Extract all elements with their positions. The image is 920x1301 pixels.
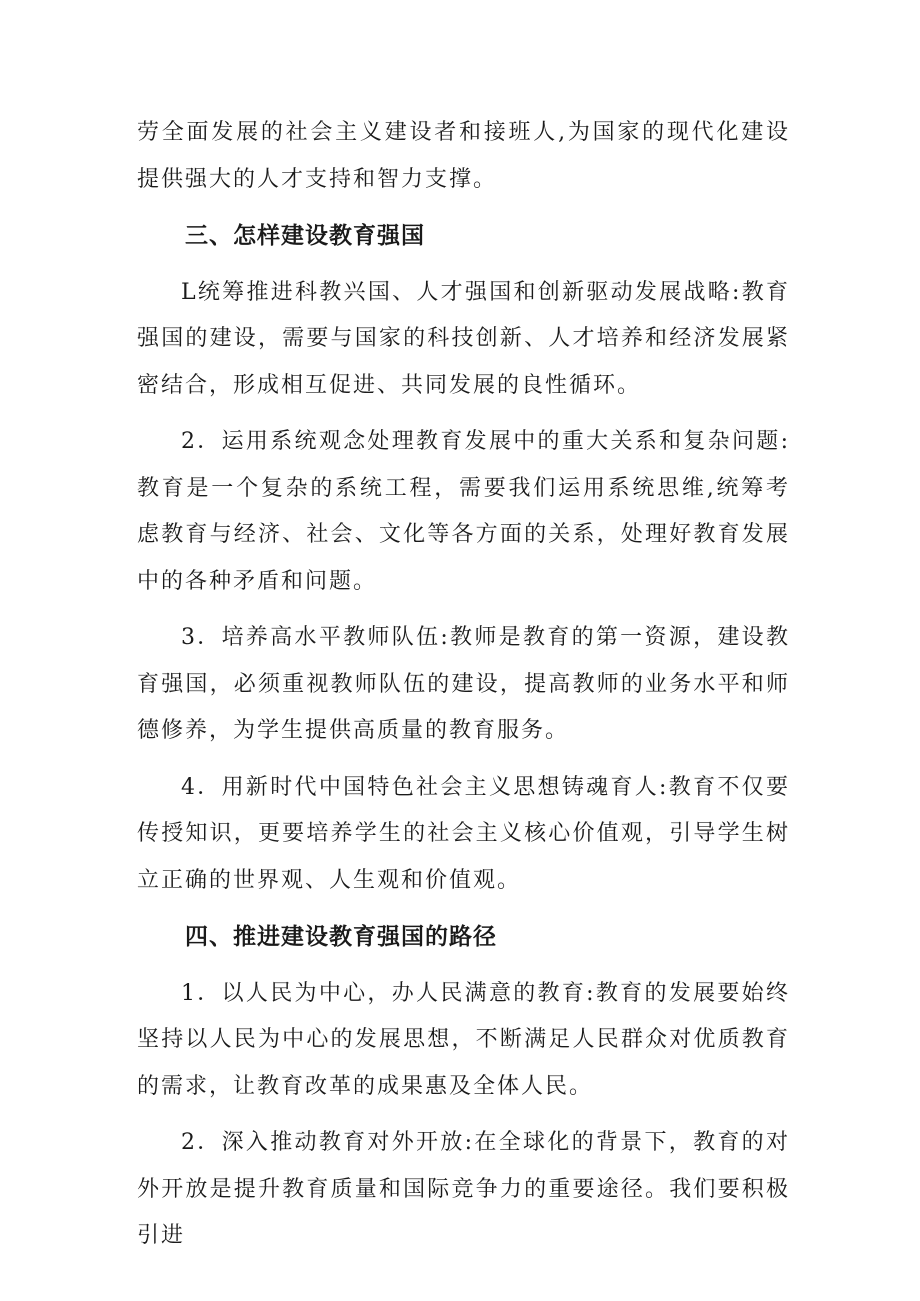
paragraph-4-2: 2．深入推动教育对外开放:在全球化的背景下，教育的对外开放是提升教育质量和国际竞争力的重要途径。我们要积极引进 [137, 1130, 790, 1248]
paragraph-continuation: 劳全面发展的社会主义建设者和接班人,为国家的现代化建设提供强大的人才支持和智力支撑。 [137, 120, 790, 192]
paragraph-3-1: L统筹推进科教兴国、人才强国和创新驱动发展战略:教育强国的建设，需要与国家的科技创新、人才培养和经济发展紧密结合，形成相互促进、共同发展的良性循环。 [137, 279, 790, 398]
section-heading-3: 三、怎样建设教育强国 [185, 223, 425, 249]
paragraph-3-3: 3．培养高水平教师队伍:教师是教育的第一资源，建设教育强国，必须重视教师队伍的建设，提高教师的业务水平和师德修养，为学生提供高质量的教育服务。 [137, 625, 790, 743]
section-heading-4: 四、推进建设教育强国的路径 [185, 924, 497, 950]
paragraph-3-4: 4．用新时代中国特色社会主义思想铸魂育人:教育不仅要传授知识，更要培养学生的社会主义核心价值观，引导学生树立正确的世界观、人生观和价值观。 [137, 774, 790, 893]
paragraph-4-1: 1．以人民为中心，办人民满意的教育:教育的发展要始终坚持以人民为中心的发展思想，不断满足人民群众对优质教育的需求，让教育改革的成果惠及全体人民。 [137, 980, 790, 1099]
paragraph-3-2: 2．运用系统观念处理教育发展中的重大关系和复杂问题:教育是一个复杂的系统工程，需要我们运用系统思维,统筹考虑教育与经济、社会、文化等各方面的关系，处理好教育发展中的各种矛盾和问题。 [137, 429, 790, 594]
